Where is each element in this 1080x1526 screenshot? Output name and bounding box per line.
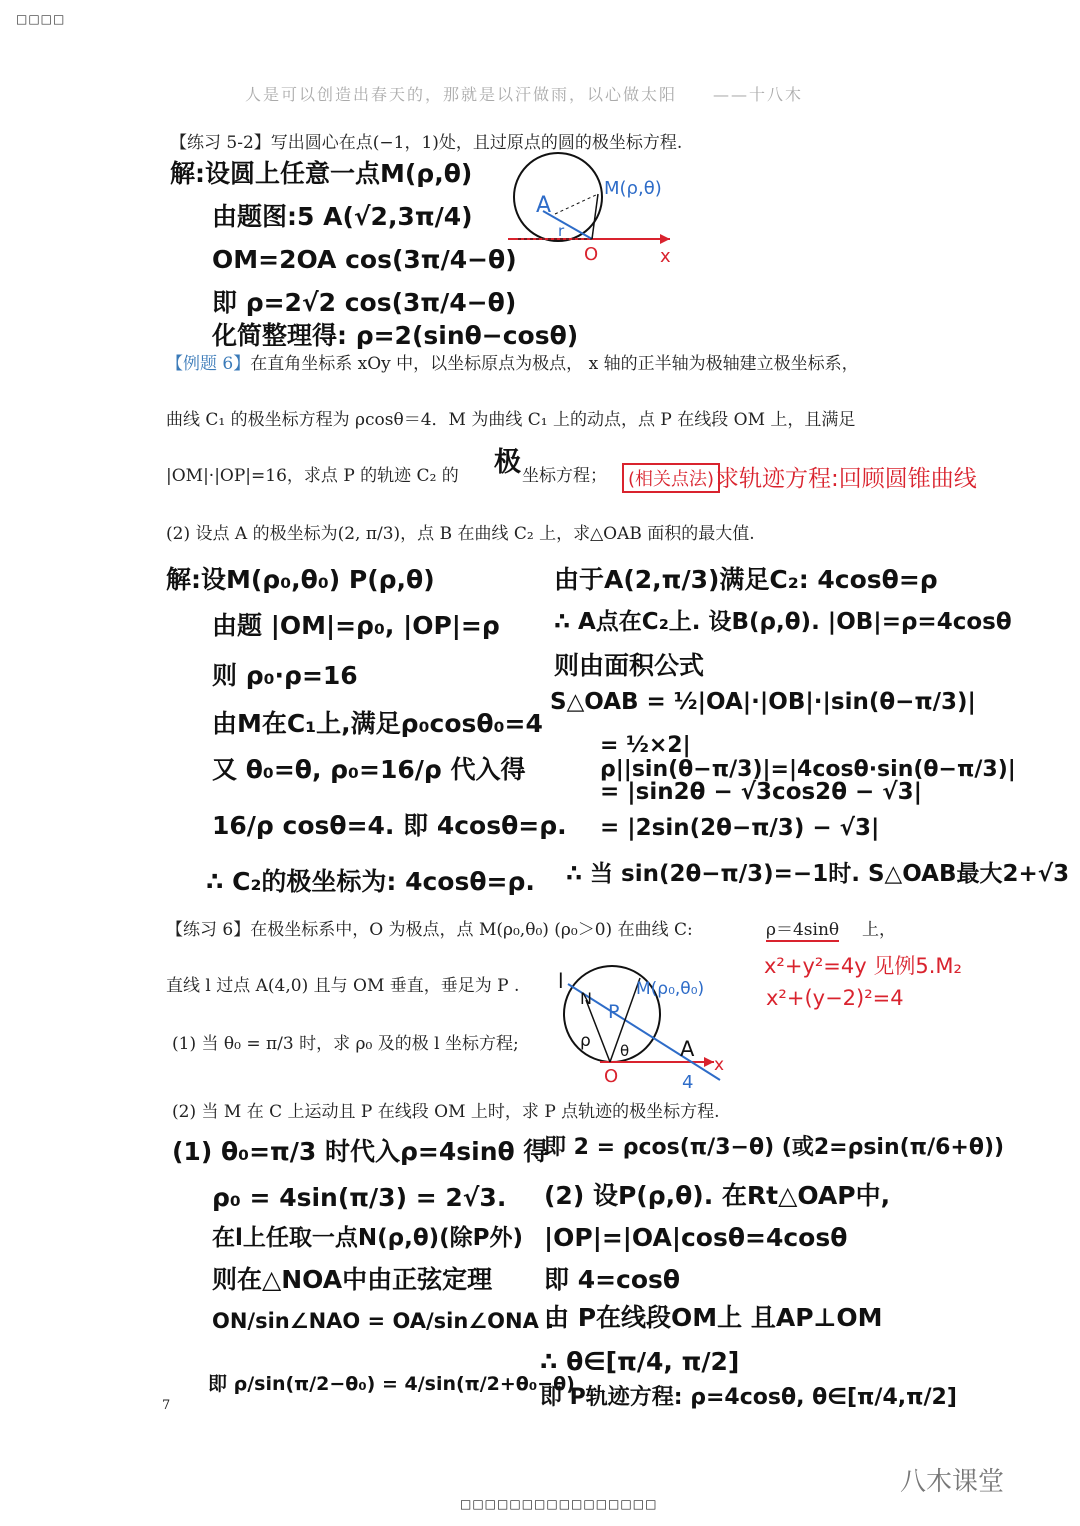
ex52-question: 【练习 5-2】写出圆心在点(−1，1)处，且过原点的圆的极坐标方程. bbox=[170, 133, 683, 153]
pr6-left-3: 在l上任取一点N(ρ,θ)(除P外) bbox=[212, 1225, 524, 1251]
pr6-red-1: x²+y²=4y 见例5.M₂ bbox=[764, 954, 962, 978]
ex6-left-3: 则 ρ₀·ρ=16 bbox=[212, 661, 358, 690]
pr6-right-2: (2) 设P(ρ,θ). 在Rt△OAP中, bbox=[544, 1181, 891, 1210]
pr6-q1: 【练习 6】在极坐标系中，O 为极点，点 M(ρ₀,θ₀) (ρ₀＞0) 在曲线 C: bbox=[166, 920, 693, 940]
ex6-left-5: 又 θ₀=θ, ρ₀=16/ρ 代入得 bbox=[212, 755, 526, 784]
ex6-left-6: 16/ρ cosθ=4. 即 4cosθ=ρ. bbox=[212, 811, 567, 840]
fig1-label-O: O bbox=[584, 244, 599, 265]
ex6-right-6: = |sin2θ − √3cos2θ − √3| bbox=[600, 779, 923, 805]
fig2-label-l: l bbox=[558, 969, 564, 993]
ex6-right-1: 由于A(2,π/3)满足C₂: 4cosθ=ρ bbox=[554, 565, 938, 594]
fig2-label-rho: ρ bbox=[580, 1031, 591, 1051]
corner-label: □□□□ bbox=[16, 12, 66, 26]
ex6-left-1: 解:设M(ρ₀,θ₀) P(ρ,θ) bbox=[166, 565, 435, 594]
ex52-line-3: OM=2OA cos(3π/4−θ) bbox=[212, 245, 517, 274]
fig1-label-r: r bbox=[558, 222, 565, 240]
pr6-right-3: |OP|=|OA|cosθ=4cosθ bbox=[544, 1223, 848, 1252]
pr6-right-6: ∴ θ∈[π/4, π/2] bbox=[540, 1347, 740, 1376]
fig2-label-O: O bbox=[604, 1066, 619, 1087]
pr6-left-6: 即 ρ/sin(π/2−θ₀) = 4/sin(π/2+θ₀−θ) bbox=[208, 1373, 575, 1395]
ex6-mark-ji: 极 bbox=[494, 447, 521, 478]
pr6-left-4: 则在△NOA中由正弦定理 bbox=[212, 1265, 493, 1294]
ex6-left-4: 由M在C₁上,满足ρ₀cosθ₀=4 bbox=[212, 709, 543, 738]
pr6-right-1: 即 2 = ρcos(π/3−θ) (或2=ρsin(π/6+θ)) bbox=[544, 1135, 1005, 1160]
page-number: 7 bbox=[162, 1398, 171, 1413]
pr6-q1-end: 上， bbox=[862, 920, 896, 940]
ex52-line-5: 化简整理得: ρ=2(sinθ−cosθ) bbox=[212, 321, 579, 350]
pr6-right-4: 即 4=cosθ bbox=[544, 1265, 681, 1294]
fig2-label-4: 4 bbox=[682, 1072, 694, 1093]
ex6-left-7: ∴ C₂的极坐标为: 4cosθ=ρ. bbox=[206, 867, 535, 896]
fig1-label-M: M(ρ,θ) bbox=[604, 178, 662, 199]
ex52-line-1: 解:设圆上任意一点M(ρ,θ) bbox=[170, 159, 473, 188]
pr6-left-2: ρ₀ = 4sin(π/3) = 2√3. bbox=[212, 1183, 507, 1212]
ex6-right-4: S△OAB = ½|OA|·|OB|·|sin(θ−π/3)| bbox=[550, 689, 976, 715]
footer-text: □□□□□□□□□□□□□□□□ bbox=[460, 1497, 658, 1511]
ex6-box-note: (相关点法) bbox=[622, 463, 720, 493]
ex6-right-2: ∴ A点在C₂上. 设B(ρ,θ). |OB|=ρ=4cosθ bbox=[554, 609, 1012, 635]
ex6-red-note: 求轨迹方程:回顾圆锥曲线 bbox=[716, 466, 977, 492]
fig2-label-x: x bbox=[714, 1055, 725, 1075]
ex6-line-3b: 坐标方程； bbox=[522, 466, 607, 486]
fig2-label-N: N bbox=[580, 989, 592, 1008]
ex6-tag: 【例题 6】 bbox=[166, 354, 251, 374]
fig2-label-theta: θ bbox=[620, 1042, 630, 1060]
pr6-q1-eq: ρ＝4sinθ bbox=[766, 920, 839, 942]
pr6-right-7: 即 P轨迹方程: ρ=4cosθ, θ∈[π/4,π/2] bbox=[540, 1385, 957, 1410]
fig1-label-A: A bbox=[536, 193, 552, 218]
pr6-q2: 直线 l 过点 A(4,0) 且与 OM 垂直，垂足为 P . bbox=[166, 976, 520, 996]
fig2-label-M: M(ρ₀,θ₀) bbox=[636, 979, 705, 999]
ex6-line-2: 曲线 C₁ 的极坐标方程为 ρcosθ＝4．M 为曲线 C₁ 上的动点，点 P 在线段 OM 上，且满足 bbox=[166, 410, 856, 430]
ex6-right-7: = |2sin(2θ−π/3) − √3| bbox=[600, 815, 880, 841]
ex6-line-1-text: 在直角坐标系 xOy 中，以坐标原点为极点， x 轴的正半轴为极轴建立极坐标系， bbox=[250, 354, 859, 374]
watermark: 八木课堂 bbox=[900, 1467, 1005, 1497]
ex6-line-3: |OM|·|OP|=16，求点 P 的轨迹 C₂ 的 bbox=[166, 466, 459, 486]
ex6-right-3: 则由面积公式 bbox=[554, 651, 705, 680]
ex52-line-2: 由题图:5 A(√2,3π/4) bbox=[212, 202, 473, 231]
pr6-q3: (1) 当 θ₀ = π/3 时，求 ρ₀ 及的极 l 坐标方程; bbox=[172, 1034, 519, 1054]
ex6-line-4: (2) 设点 A 的极坐标为(2, π/3)，点 B 在曲线 C₂ 上，求△OAB 面积的最大值. bbox=[166, 524, 755, 544]
ex6-right-8: ∴ 当 sin(2θ−π/3)=−1时. S△OAB最大2+√3 bbox=[566, 861, 1070, 887]
pr6-q4: (2) 当 M 在 C 上运动且 P 在线段 OM 上时，求 P 点轨迹的极坐标方程. bbox=[172, 1102, 720, 1122]
ex52-line-4: 即 ρ=2√2 cos(3π/4−θ) bbox=[212, 288, 517, 317]
motto: 人是可以创造出春天的，那就是以汗做雨，以心做太阳 ——十八木 bbox=[245, 85, 804, 104]
ex6-right-5: = ½×2|ρ||sin(θ−π/3)|=|4cosθ·sin(θ−π/3)| bbox=[600, 733, 1016, 783]
fig2-label-P: P bbox=[608, 1001, 620, 1023]
pr6-right-5: 由 P在线段OM上 且AP⊥OM bbox=[544, 1303, 883, 1332]
ex6-left-2: 由题 |OM|=ρ₀, |OP|=ρ bbox=[212, 611, 500, 640]
pr6-left-1: (1) θ₀=π/3 时代入ρ=4sinθ 得 bbox=[172, 1137, 549, 1166]
pr6-left-5: ON/sin∠NAO = OA/sin∠ONA . bbox=[212, 1309, 555, 1333]
fig1-label-x: x bbox=[660, 246, 671, 267]
pr6-red-2: x²+(y−2)²=4 bbox=[766, 986, 904, 1010]
fig2-label-A: A bbox=[680, 1037, 695, 1061]
